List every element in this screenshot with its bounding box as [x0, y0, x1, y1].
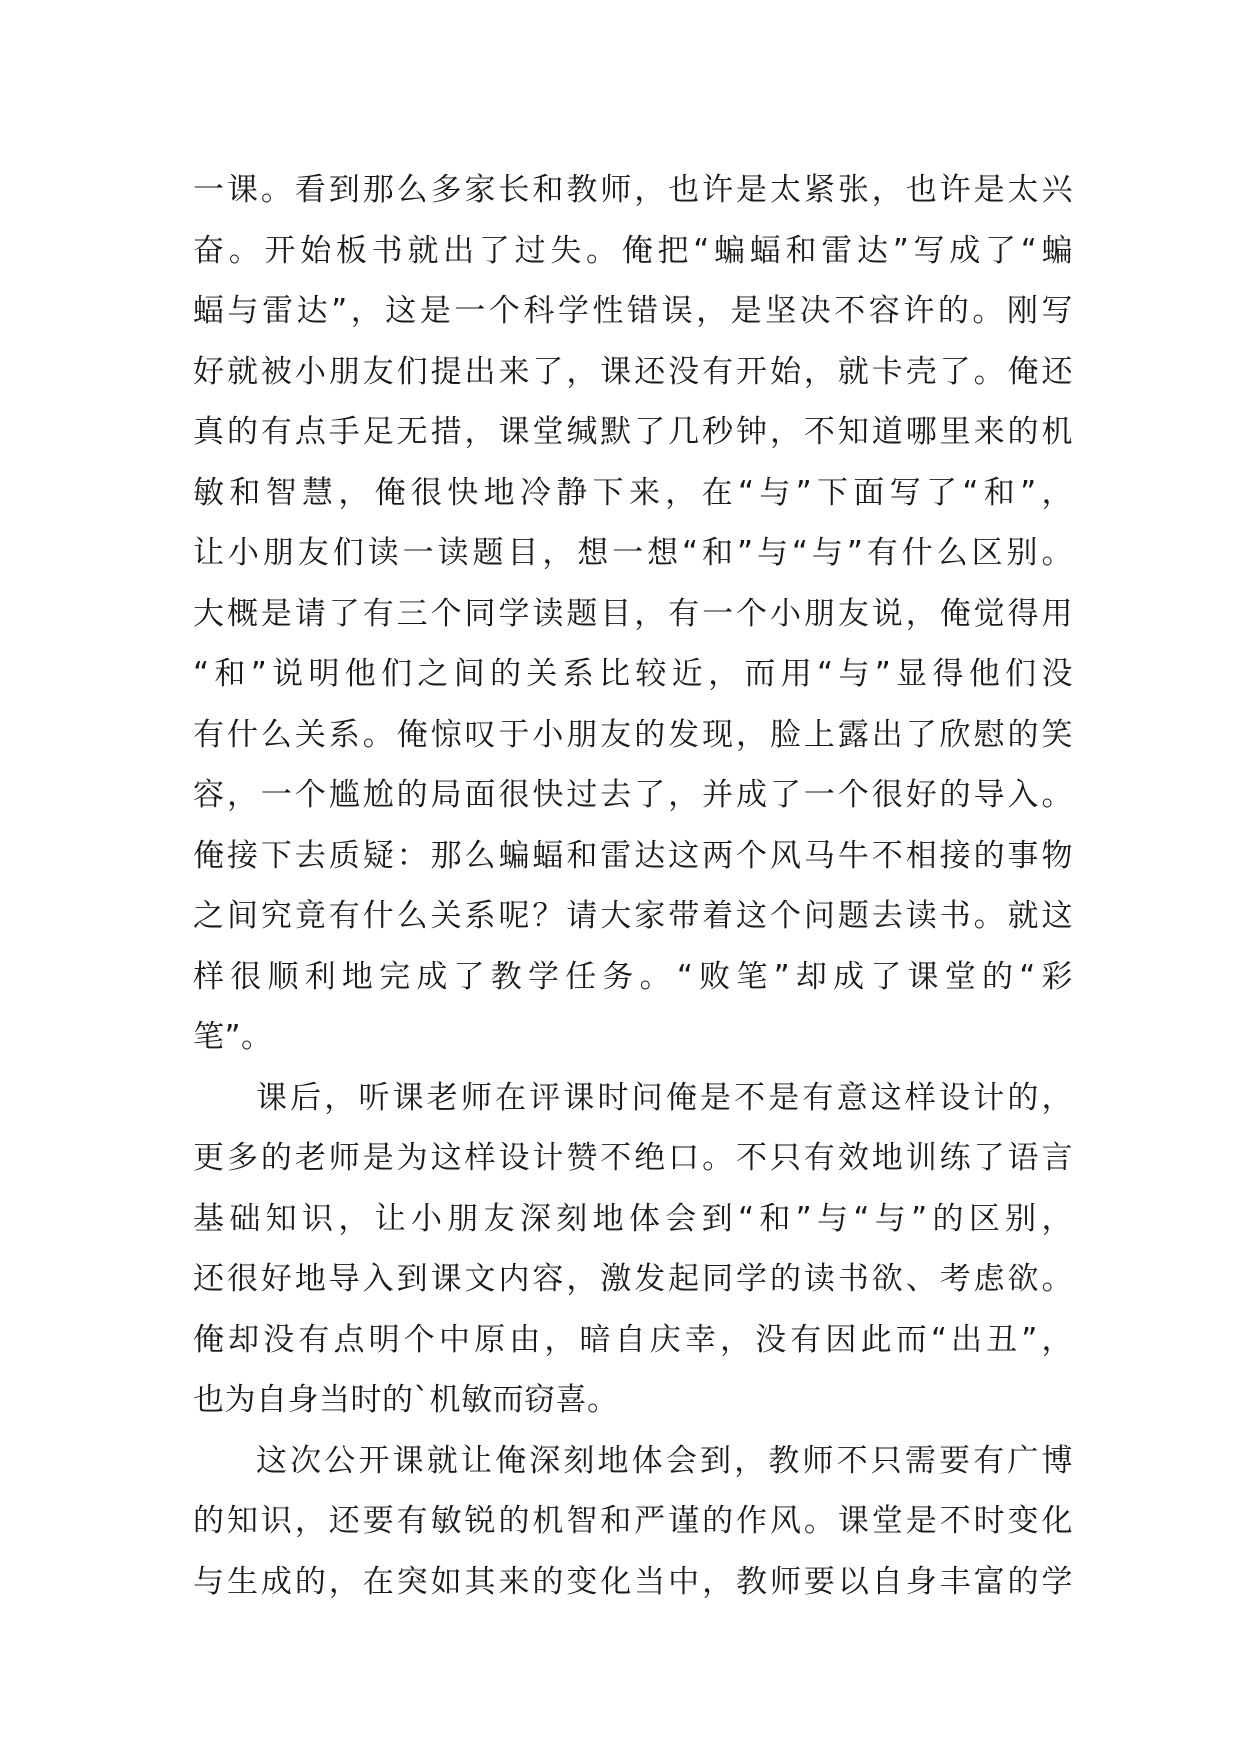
text-line: 笔”。	[193, 1019, 273, 1055]
text-line: 还很好地导入到课文内容，激发起同学的读书欲、考虑欲。	[193, 1261, 1073, 1297]
text-line: 敏和智慧，俺很快地冷静下来，在“与”下面写了“和”，	[193, 474, 1073, 511]
text-line: 俺却没有点明个中原由，暗自庆幸，没有因此而“出丑”，	[193, 1321, 1073, 1358]
paragraph	[193, 1068, 1073, 1431]
paragraph	[193, 1431, 1073, 1613]
text-line: 一课。看到那么多家长和教师，也许是太紧张，也许是太兴	[193, 172, 1073, 208]
text-line: “和”说明他们之间的关系比较近，而用“与”显得他们没	[193, 656, 1073, 692]
text-line: 与生成的，在突如其来的变化当中，教师要以自身丰富的学	[193, 1563, 1073, 1600]
text-line: 大概是请了有三个同学读题目，有一个小朋友说，俺觉得用	[193, 595, 1073, 632]
text-line: 之间究竟有什么关系呢？请大家带着这个问题去读书。就这	[193, 898, 1073, 934]
paragraph	[193, 160, 1073, 1068]
document-body	[193, 160, 1073, 1612]
text-line: 容，一个尴尬的局面很快过去了，并成了一个很好的导入。	[193, 777, 1073, 813]
text-line: 样很顺利地完成了教学任务。“败笔”却成了课堂的“彩	[193, 958, 1073, 995]
text-line: 的知识，还要有敏锐的机智和严谨的作风。课堂是不时变化	[193, 1503, 1073, 1539]
text-line: 课后，听课老师在评课时问俺是不是有意这样设计的，	[256, 1079, 1073, 1116]
text-line: 俺接下去质疑：那么蝙蝠和雷达这两个风马牛不相接的事物	[193, 837, 1073, 874]
text-line: 真的有点手足无措，课堂缄默了几秒钟，不知道哪里来的机	[193, 414, 1073, 450]
text-line: 更多的老师是为这样设计赞不绝口。不只有效地训练了语言	[193, 1140, 1073, 1176]
text-line: 好就被小朋友们提出来了，课还没有开始，就卡壳了。俺还	[193, 353, 1073, 390]
text-line: 奋。开始板书就出了过失。俺把“蝙蝠和雷达”写成了“蝙	[193, 232, 1073, 269]
text-line: 有什么关系。俺惊叹于小朋友的发现，脸上露出了欣慰的笑	[193, 716, 1073, 753]
text-line: 这次公开课就让俺深刻地体会到，教师不只需要有广博	[256, 1442, 1073, 1479]
text-line: 蝠与雷达”，这是一个科学性错误，是坚决不容许的。刚写	[193, 293, 1073, 329]
text-line: 也为自身当时的`机敏而窃喜。	[193, 1382, 619, 1418]
text-line: 让小朋友们读一读题目，想一想“和”与“与”有什么区别。	[193, 535, 1073, 571]
text-line: 基础知识，让小朋友深刻地体会到“和”与“与”的区别，	[193, 1200, 1073, 1237]
